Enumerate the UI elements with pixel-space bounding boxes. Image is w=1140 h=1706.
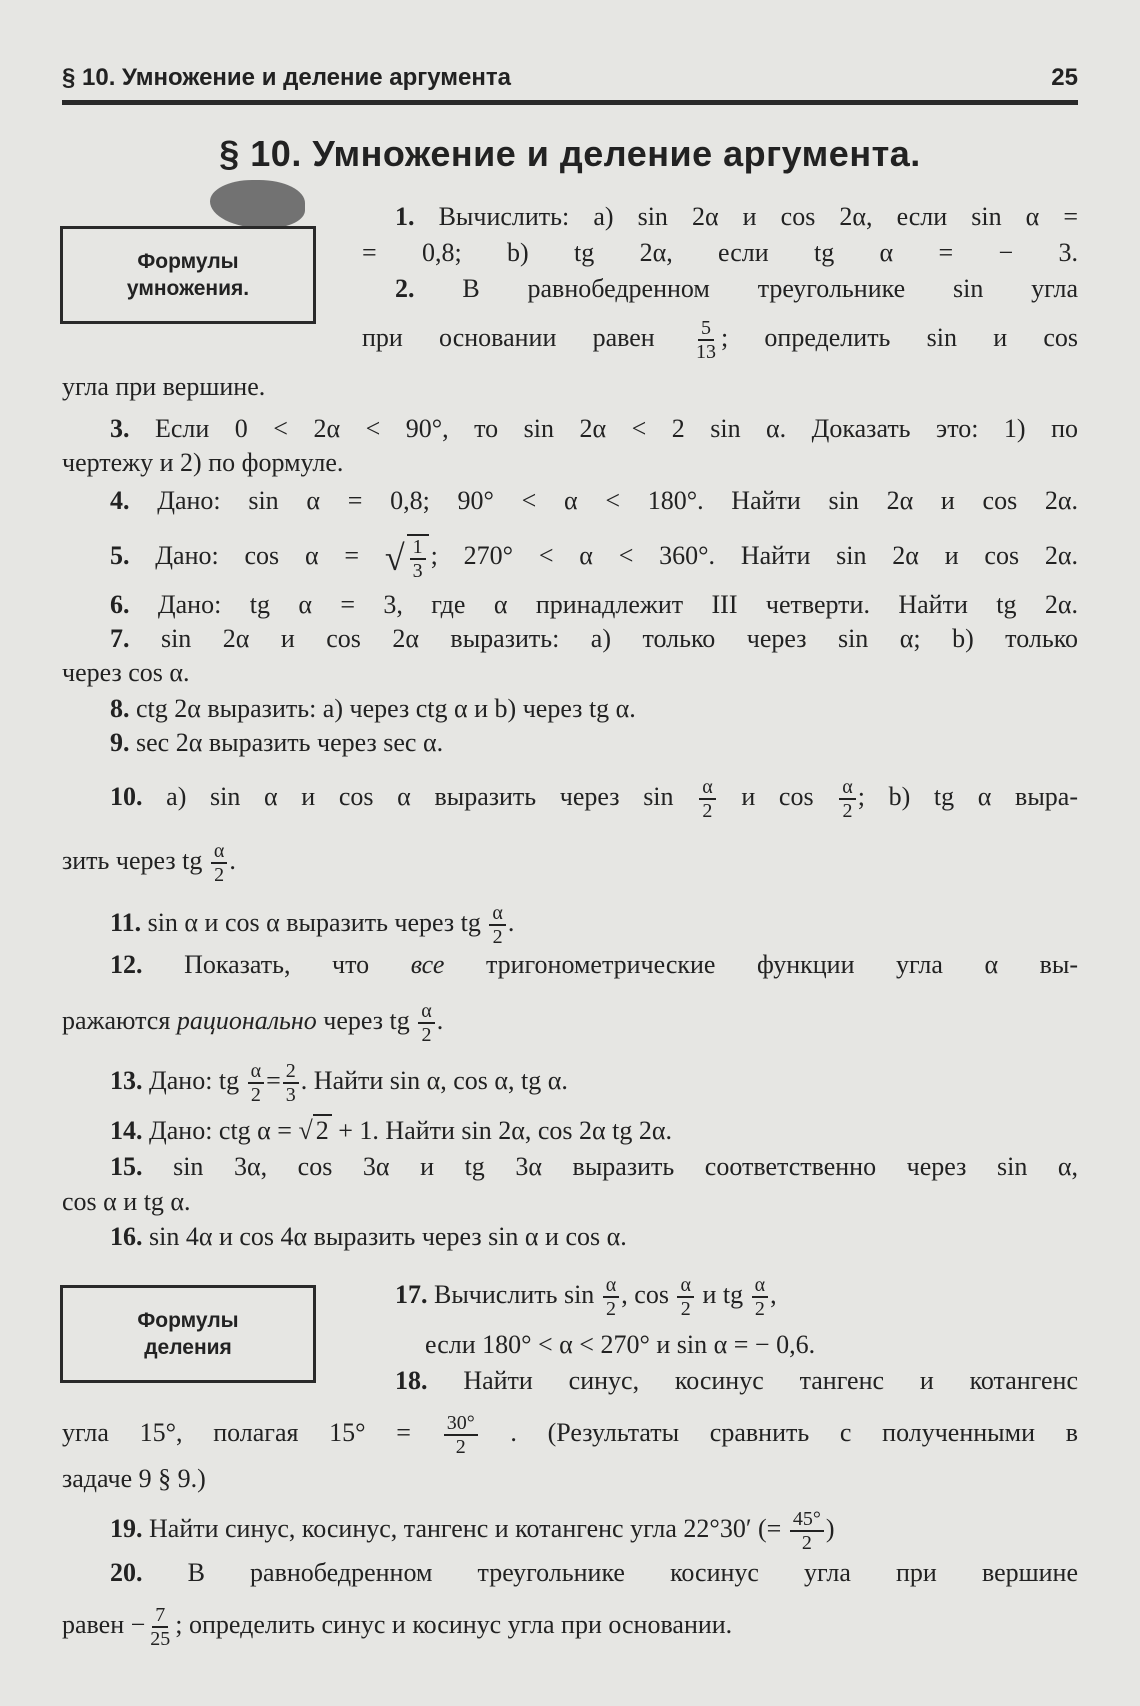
problem-19: 19. Найти синус, косинус, тангенс и котангенс угла 22°30′ (= $\frac{45^\circ}{2}$ ) bbox=[110, 1508, 835, 1554]
box-multiplication-formulas: Формулы умножения. bbox=[60, 226, 316, 324]
problem-3-line-1: 3. Если 0 < 2α < 90°, то sin 2α < 2 sin α. Доказать это: 1) по bbox=[110, 414, 1078, 443]
problem-3-line-2: чертежу и 2) по формуле. bbox=[62, 448, 344, 477]
problem-18-line-1: 18. Найти синус, косинус тангенс и котангенс bbox=[395, 1366, 1078, 1395]
problem-16: 16. sin 4α и cos 4α выразить через sin α и cos α. bbox=[110, 1222, 627, 1251]
problem-4: 4. Дано: sin α = 0,8; 90° < α < 180°. Найти sin 2α и cos 2α. bbox=[110, 486, 1079, 515]
box-division-formulas: Формулы деления bbox=[60, 1285, 316, 1383]
problem-18-line-3: задаче 9 § 9.) bbox=[62, 1464, 206, 1493]
problem-15-line-1: 15. sin 3α, cos 3α и tg 3α выразить соответственно через sin α, bbox=[110, 1152, 1079, 1181]
problem-17-line-1: 17. Вычислить sin $\frac{\alpha}{2}$ , cos $\frac{\alpha}{2}$ и tg $\frac{\alpha}{2}$ , bbox=[395, 1274, 777, 1320]
problem-5: 5. Дано: cos α = √ $\frac{1}{3}$ ; 270° < α < 360°. Найти sin 2α и cos 2α. bbox=[110, 536, 1078, 582]
running-head bbox=[62, 58, 1078, 98]
problem-12-line-1: 12. Показать, что все тригонометрические функции угла α вы- bbox=[110, 950, 1079, 979]
problem-6: 6. Дано: tg α = 3, где α принадлежит III четверти. Найти tg 2α. bbox=[110, 590, 1079, 619]
running-head-title: § 10. Умножение и деление аргумента bbox=[62, 64, 511, 91]
problem-2-line-1: 2. В равнобедренном треугольнике sin угла bbox=[395, 274, 1079, 303]
header-rule bbox=[62, 100, 1078, 105]
problem-10-line-2: зить через tg $\frac{\alpha}{2}$ . bbox=[62, 840, 236, 886]
problem-18-line-2: угла 15°, полагая 15° = $\frac{30^\circ}{2}$ . (Результаты сравнить с полученными в bbox=[62, 1412, 1079, 1458]
problem-8: 8. ctg 2α выразить: а) через ctg α и b) через tg α. bbox=[110, 694, 636, 723]
problem-1-line-1: 1. Вычислить: а) sin 2α и cos 2α, если sin α = bbox=[395, 202, 1079, 231]
ink-blot bbox=[210, 180, 305, 228]
problem-2-line-2: при основании равен $\frac{5}{13}$ ; определить sin и cos bbox=[362, 317, 1079, 363]
section-title: § 10. Умножение и деление аргумента. bbox=[219, 133, 921, 174]
problem-20-line-2: равен − $\frac{7}{25}$ ; определить синус и косинус угла при основании. bbox=[62, 1604, 733, 1650]
problem-14: 14. Дано: ctg α = √ 2 + 1. Найти sin 2α, cos 2α tg 2α. bbox=[110, 1116, 673, 1145]
problem-15-line-2: cos α и tg α. bbox=[62, 1187, 191, 1216]
problem-11: 11. sin α и cos α выразить через tg $\frac{\alpha}{2}$ . bbox=[110, 902, 515, 948]
page-number: 25 bbox=[1051, 64, 1078, 91]
problem-10-line-1: 10. а) sin α и cos α выразить через sin $\frac{\alpha}{2}$ и cos $\frac{\alpha}{2}$ ; b) tg α выра- bbox=[110, 776, 1078, 822]
problem-7-line-2: через cos α. bbox=[62, 658, 190, 687]
problem-20-line-1: 20. В равнобедренном треугольнике косинус угла при вершине bbox=[110, 1558, 1078, 1587]
problem-7-line-1: 7. sin 2α и cos 2α выразить: а) только через sin α; b) только bbox=[110, 624, 1079, 653]
problem-1-line-2: = 0,8; b) tg 2α, если tg α = − 3. bbox=[362, 238, 1078, 267]
problem-2-line-3: угла при вершине. bbox=[62, 372, 266, 401]
problem-13: 13. Дано: tg $\frac{\alpha}{2}$ = $\frac{2}{3}$ . Найти sin α, cos α, tg α. bbox=[110, 1060, 568, 1106]
problem-9: 9. sec 2α выразить через sec α. bbox=[110, 728, 444, 757]
problem-12-line-2: ражаются рационально через tg $\frac{\alpha}{2}$ . bbox=[62, 1000, 444, 1046]
problem-17-line-2: если 180° < α < 270° и sin α = − 0,6. bbox=[425, 1330, 816, 1359]
